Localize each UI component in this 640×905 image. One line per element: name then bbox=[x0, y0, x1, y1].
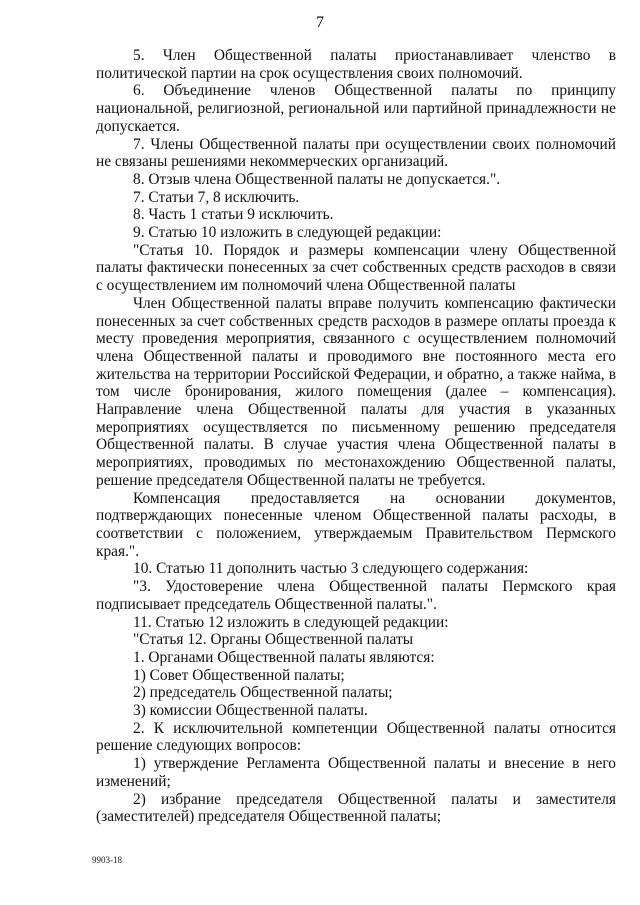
document-body bbox=[96, 47, 616, 826]
paragraph: 7. Статьи 7, 8 исключить. bbox=[133, 188, 300, 206]
paragraph: 2) председатель Общественной палаты; bbox=[133, 684, 393, 702]
paragraph: 11. Статью 12 изложить в следующей редакции: bbox=[133, 613, 449, 631]
paragraph: 1) утверждение Регламента Общественной палаты и внесение в него изменений; bbox=[96, 755, 616, 790]
paragraph: 1. Органами Общественной палаты являются: bbox=[133, 648, 435, 666]
paragraph: 5. Член Общественной палаты приостанавливает членство в политической партии на срок осуществления своих полномочий. bbox=[96, 47, 616, 82]
paragraph: 3) комиссии Общественной палаты. bbox=[133, 702, 368, 720]
paragraph: "3. Удостоверение члена Общественной палаты Пермского края подписывает председатель Общественной палаты.". bbox=[96, 578, 616, 613]
footer-code: 9903-18 bbox=[92, 855, 122, 865]
paragraph: 2) избрание председателя Общественной палаты и заместителя (заместителей) председателя Общественной палаты; bbox=[96, 790, 616, 826]
paragraph: 7. Члены Общественной палаты при осуществлении своих полномочий не связаны решениями некоммерческих организаций. bbox=[96, 135, 616, 171]
paragraph: "Статья 10. Порядок и размеры компенсации члену Общественной палаты фактически понесенных за счет собственных средств расходов в связи с осуществлением им полномочий члена Общественной палаты bbox=[96, 241, 616, 295]
paragraph: 6. Объединение членов Общественной палаты по принципу национальной, религиозной, региональной или партийной принадлежности не допускается. bbox=[96, 82, 616, 135]
paragraph: "Статья 12. Органы Общественной палаты bbox=[133, 631, 414, 649]
paragraph: 2. К исключительной компетенции Общественной палаты относится решение следующих вопросов: bbox=[96, 719, 616, 755]
paragraph: 8. Часть 1 статьи 9 исключить. bbox=[133, 206, 334, 224]
page-number: 7 bbox=[316, 14, 324, 31]
paragraph: 10. Статью 11 дополнить частью 3 следующего содержания: bbox=[133, 560, 529, 578]
paragraph: 9. Статью 10 изложить в следующей редакции: bbox=[133, 224, 442, 242]
paragraph: Компенсация предоставляется на основании документов, подтверждающих понесенные членом Общественной палаты расходы, в соответствии с положением, утверждаемым Правительством Пермского края.". bbox=[96, 489, 616, 560]
paragraph: Член Общественной палаты вправе получить компенсацию фактически понесенных за счет собственных средств расходов в размере оплаты проезда к месту проведения мероприятия, связанного с осуществлением полномочий члена Общественной палаты и проводимого вне постоянного места его жительства на территории Российской Федерации, и обратно, а также найма, в том числе бронирования, жилого помещения (далее – компенсация). Направление члена Общественной палаты для участия в указанных мероприятиях осуществляется по письменному решению председателя Общественной палаты. В случае участия члена Общественной палаты в мероприятиях, проводимых по местонахождению Общественной палаты, решение председателя Общественной палаты не требуется. bbox=[96, 294, 616, 489]
paragraph: 8. Отзыв члена Общественной палаты не допускается.". bbox=[133, 170, 501, 188]
paragraph: 1) Совет Общественной палаты; bbox=[133, 666, 345, 684]
